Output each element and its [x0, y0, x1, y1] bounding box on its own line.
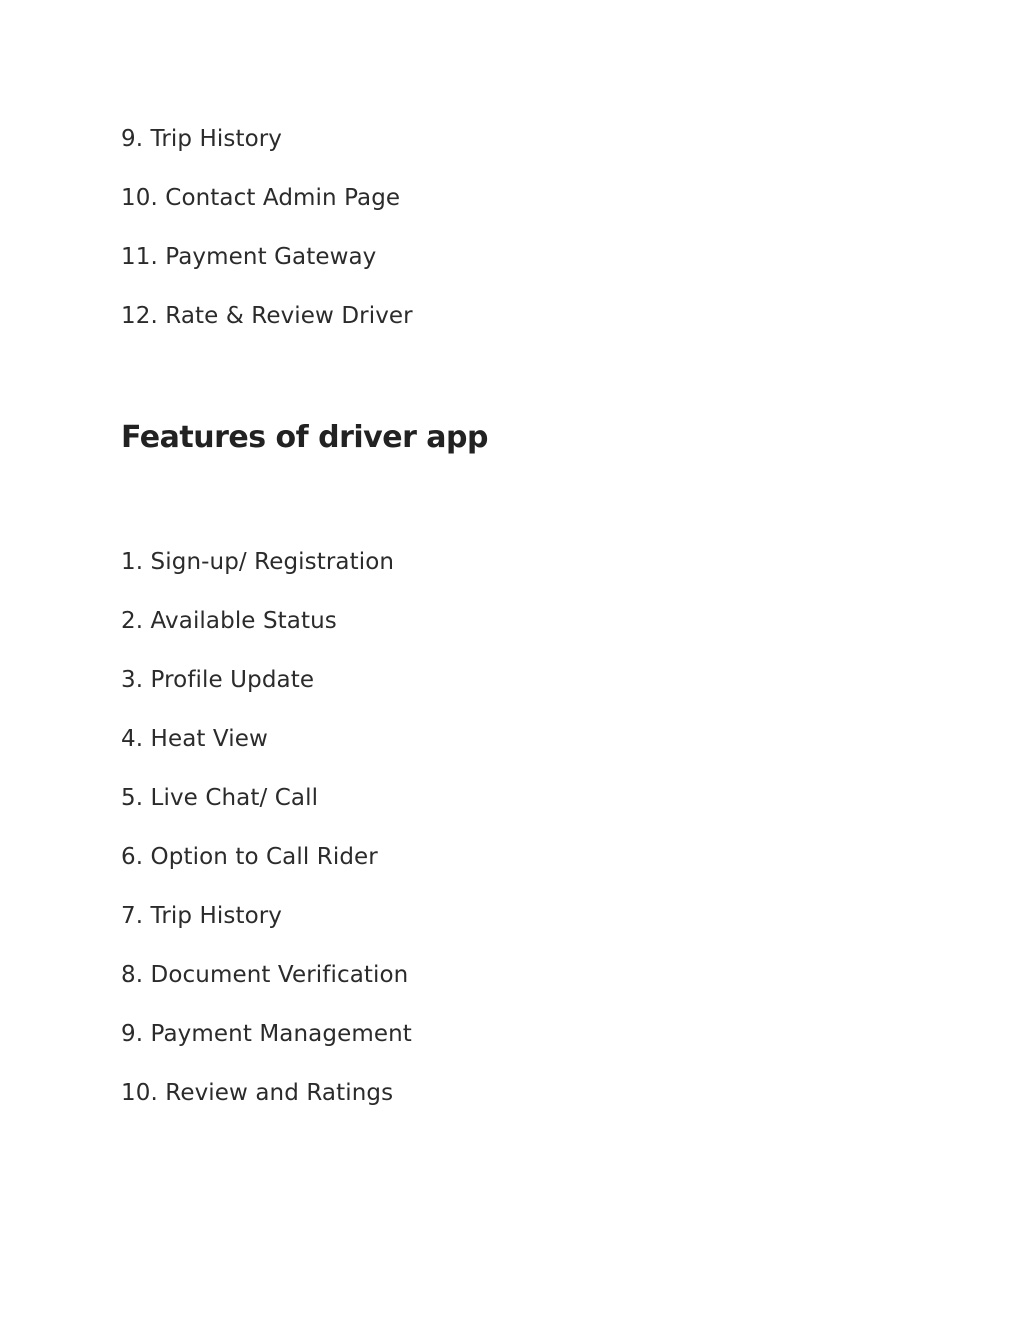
list-item: 9. Trip History [121, 126, 283, 152]
list-item: 11. Payment Gateway [121, 244, 377, 270]
driver-features-list [121, 548, 412, 1138]
section-heading: Features of driver app [121, 420, 489, 455]
list-item: 6. Option to Call Rider [121, 844, 378, 870]
list-item: 4. Heat View [121, 726, 268, 752]
list-item: 10. Review and Ratings [121, 1080, 394, 1106]
list-item: 2. Available Status [121, 608, 337, 634]
list-item: 12. Rate & Review Driver [121, 303, 413, 329]
list-item: 3. Profile Update [121, 667, 315, 693]
list-item: 9. Payment Management [121, 1021, 412, 1047]
list-item: 10. Contact Admin Page [121, 185, 401, 211]
list-item: 8. Document Verification [121, 962, 409, 988]
rider-features-list [121, 125, 413, 361]
list-item: 7. Trip History [121, 903, 283, 929]
list-item: 1. Sign-up/ Registration [121, 549, 395, 575]
list-item: 5. Live Chat/ Call [121, 785, 319, 811]
